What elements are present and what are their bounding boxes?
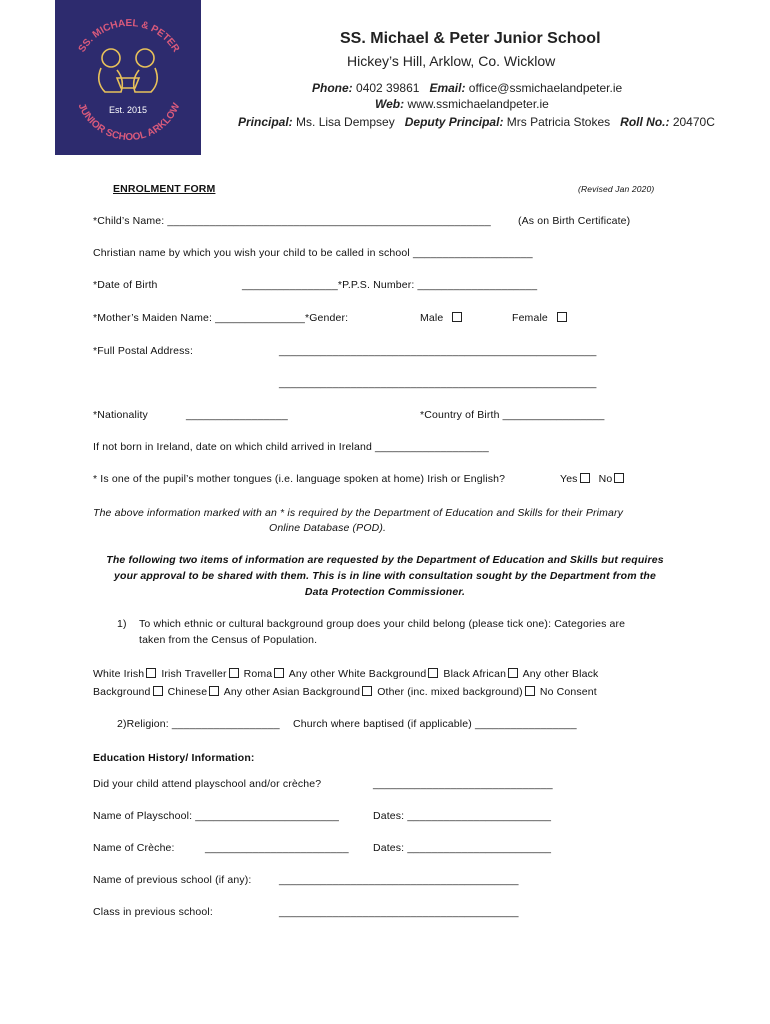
dob-label: *Date of Birth — [93, 279, 158, 291]
male-label: Male — [420, 312, 444, 324]
arrival-date-field[interactable]: If not born in Ireland, date on which child arrived in Ireland ___________________ — [93, 441, 489, 453]
playschool-name-field[interactable]: Name of Playschool: ________________________ — [93, 810, 339, 822]
eth-chinese-checkbox[interactable] — [209, 686, 219, 696]
eth-other-black: Any other Black — [522, 668, 599, 680]
eth-irish-traveller: Irish Traveller — [161, 668, 227, 680]
playschool-dates-field[interactable]: Dates: ________________________ — [373, 810, 552, 822]
gender-female-option[interactable] — [512, 312, 569, 324]
pod-note-line-1: The above information marked with an * is required by the Department of Education and Skills for their Primary — [93, 507, 624, 519]
yes-checkbox[interactable] — [580, 473, 590, 483]
eth-irish-traveller-checkbox[interactable] — [229, 668, 239, 678]
phone-value: 0402 39861 — [356, 81, 420, 95]
school-logo — [55, 0, 201, 155]
principal-value: Ms. Lisa Dempsey — [296, 115, 395, 129]
ethnicity-row-2 — [93, 686, 597, 698]
postal-label: *Full Postal Address: — [93, 345, 194, 357]
previous-class-label: Class in previous school: — [93, 906, 213, 918]
previous-school-field[interactable]: ________________________________________ — [279, 874, 519, 886]
nationality-label: *Nationality — [93, 409, 148, 421]
pod-note-line-2: Online Database (POD). — [269, 522, 387, 534]
revised-date: (Revised Jan 2020) — [578, 184, 655, 194]
no-checkbox[interactable] — [614, 473, 624, 483]
logo-est-text: Est. 2015 — [108, 105, 148, 115]
school-address: Hickey’s Hill, Arklow, Co. Wicklow — [347, 53, 556, 69]
q1-text-line-1: To which ethnic or cultural background group does your child belong (please tick one): Categories are — [139, 618, 626, 630]
web-line — [375, 97, 549, 111]
maiden-gender-field[interactable]: *Mother’s Maiden Name: _______________*Gender: — [93, 312, 349, 324]
phone-label: Phone: — [312, 81, 353, 95]
logo-top-text: SS. MICHAEL & PETER — [76, 17, 182, 55]
eth-black-african: Black African — [443, 668, 507, 680]
previous-school-label: Name of previous school (if any): — [93, 874, 252, 886]
religion-field[interactable]: 2)Religion: __________________ — [117, 718, 280, 730]
form-title: ENROLMENT FORM — [113, 183, 216, 195]
dob-pps-field[interactable]: ________________*P.P.S. Number: ____________________ — [242, 279, 538, 291]
eth-other-white-checkbox[interactable] — [428, 668, 438, 678]
deputy-label: Deputy Principal: — [404, 115, 504, 129]
male-checkbox[interactable] — [452, 312, 462, 322]
postal-line-2[interactable]: _____________________________________________________ — [279, 377, 597, 389]
playschool-answer-field[interactable]: ______________________________ — [373, 778, 553, 790]
q1-text-line-2: taken from the Census of Population. — [139, 634, 318, 646]
creche-name-field[interactable]: ________________________ — [205, 842, 349, 854]
email-value[interactable]: office@ssmichaelandpeter.ie — [468, 81, 623, 95]
creche-label: Name of Crèche: — [93, 842, 175, 854]
baptised-field[interactable]: Church where baptised (if applicable) _________________ — [293, 718, 577, 730]
logo-emblem — [55, 0, 201, 155]
eth-black-african-checkbox[interactable] — [508, 668, 518, 678]
eth-roma: Roma — [243, 668, 273, 680]
eth-background: Background — [93, 686, 151, 698]
eth-other-mixed: Other (inc. mixed background) — [377, 686, 523, 698]
female-label: Female — [512, 312, 548, 324]
gender-male-option[interactable] — [420, 312, 464, 324]
eth-white-irish: White Irish — [93, 668, 145, 680]
nationality-field[interactable]: _________________ — [186, 409, 288, 421]
eth-chinese: Chinese — [167, 686, 208, 698]
creche-dates-field[interactable]: Dates: ________________________ — [373, 842, 552, 854]
contact-line — [312, 81, 622, 95]
eth-no-consent: No Consent — [539, 686, 597, 698]
eth-other-white: Any other White Background — [288, 668, 427, 680]
previous-class-field[interactable]: ________________________________________ — [279, 906, 519, 918]
logo-bottom-text: JUNIOR SCHOOL ARKLOW — [75, 101, 183, 144]
consent-note-line-2: your approval to be shared with them. This is in line with consultation sought by the Department from the — [114, 570, 656, 582]
christian-name-field[interactable]: Christian name by which you wish your child to be called in school ____________________ — [93, 247, 533, 259]
childs-name-field[interactable]: *Child’s Name: ______________________________________________________ — [93, 215, 491, 227]
yes-label: Yes — [560, 473, 578, 485]
eth-roma-checkbox[interactable] — [274, 668, 284, 678]
email-label: Email: — [429, 81, 466, 95]
eth-other-black-checkbox[interactable] — [153, 686, 163, 696]
consent-note-line-3: Data Protection Commissioner. — [304, 586, 466, 598]
logo-children-figure — [99, 49, 158, 92]
principal-label: Principal: — [238, 115, 293, 129]
web-label: Web: — [375, 97, 405, 111]
eth-white-irish-checkbox[interactable] — [146, 668, 156, 678]
roll-label: Roll No.: — [620, 115, 670, 129]
roll-value: 20470C — [672, 115, 715, 129]
ethnicity-row-1 — [93, 668, 598, 680]
eth-other-asian-checkbox[interactable] — [362, 686, 372, 696]
country-of-birth-field[interactable]: *Country of Birth _________________ — [420, 409, 605, 421]
eth-other-mixed-checkbox[interactable] — [525, 686, 535, 696]
web-value[interactable]: www.ssmichaelandpeter.ie — [407, 97, 549, 111]
eth-other-asian: Any other Asian Background — [223, 686, 361, 698]
consent-note-line-1: The following two items of information are requested by the Department of Education and Skills but requires — [106, 554, 664, 566]
staff-line — [238, 115, 715, 129]
postal-line-1[interactable]: _____________________________________________________ — [279, 345, 597, 357]
q1-number: 1) — [117, 618, 127, 630]
deputy-value: Mrs Patricia Stokes — [506, 115, 611, 129]
playschool-question: Did your child attend playschool and/or crèche? — [93, 778, 322, 790]
birth-cert-note: (As on Birth Certificate) — [518, 215, 631, 227]
education-heading: Education History/ Information: — [93, 752, 255, 764]
school-name: SS. Michael & Peter Junior School — [340, 30, 601, 47]
no-label: No — [598, 473, 613, 485]
female-checkbox[interactable] — [557, 312, 567, 322]
mother-tongue-question: * Is one of the pupil’s mother tongues (i.e. language spoken at home) Irish or English? — [93, 473, 506, 485]
mother-tongue-options — [560, 473, 626, 485]
